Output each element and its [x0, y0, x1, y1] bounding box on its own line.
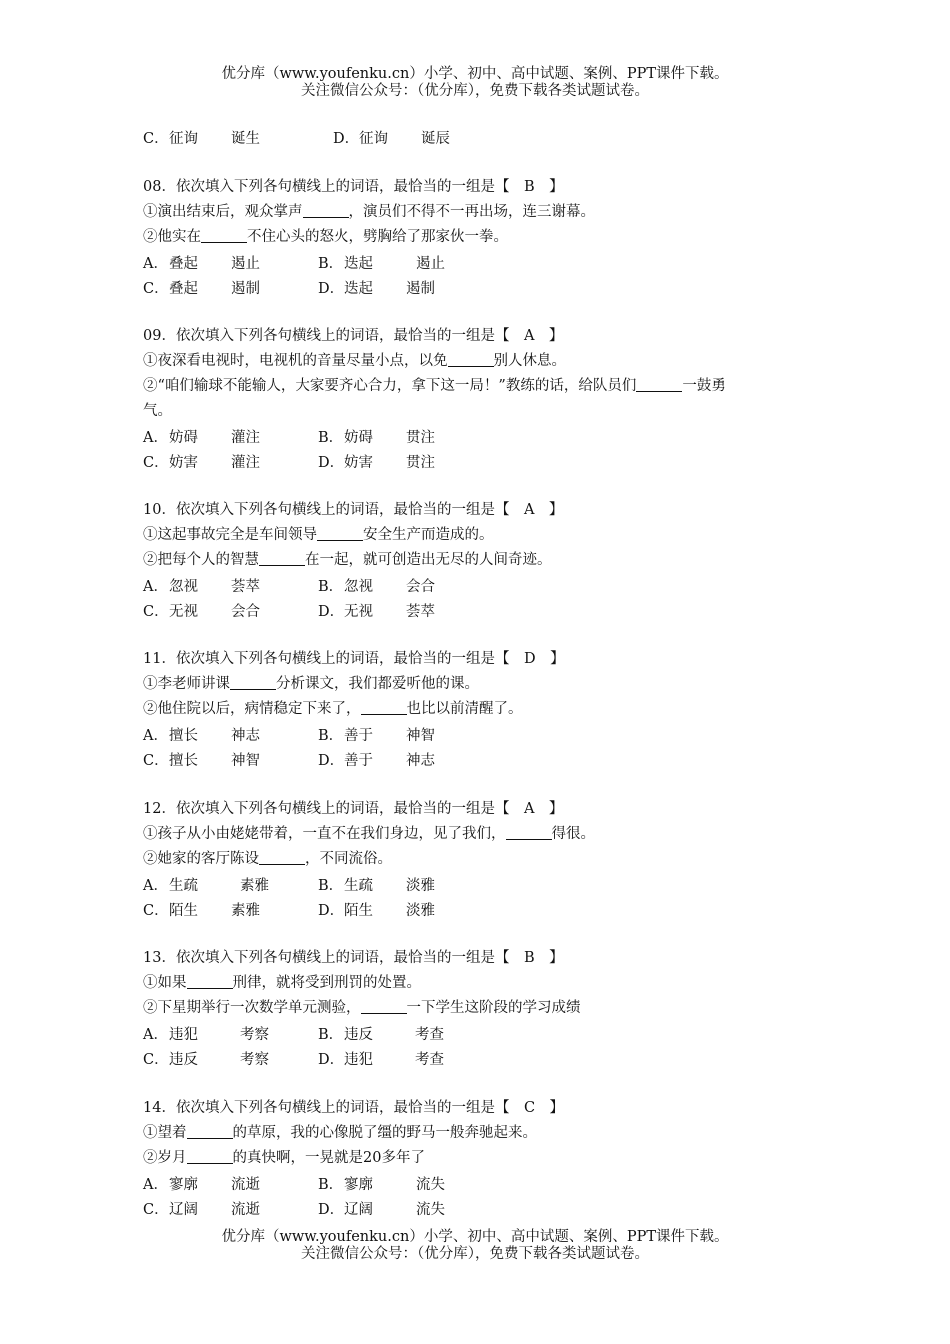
answer-blank [187, 1148, 233, 1164]
option-b: B． 寥廓 流失 [318, 1177, 445, 1193]
question-stem: 08．依次填入下列各句横线上的词语，最恰当的一组是【 B 】 [143, 179, 564, 195]
header-line-1: 优分库（www.youfenku.cn）小学、初中、高中试题、案例、PPT课件下载。 [221, 66, 729, 82]
option-c: C． 违反 考察 [143, 1052, 269, 1068]
option-a: A． 妨碍 灌注 [143, 430, 260, 446]
option-a: A． 生疏 素雅 [143, 878, 269, 894]
question-stem: 11．依次填入下列各句横线上的词语，最恰当的一组是【 D 】 [143, 651, 565, 667]
option-d: D． 迭起 遏制 [318, 281, 435, 297]
option-a: A． 擅长 神志 [143, 728, 260, 744]
sentence-2: ②她家的客厅陈设 ，不同流俗。 [143, 851, 392, 867]
option-b: B． 迭起 遏止 [318, 256, 445, 272]
sentence-2-continued: 气。 [143, 403, 172, 419]
option-a: A． 叠起 遏止 [143, 256, 260, 272]
answer-blank [361, 699, 407, 715]
page-header [0, 66, 950, 100]
page-footer [0, 1229, 950, 1263]
option-b: B． 善于 神智 [318, 728, 435, 744]
answer-blank [230, 674, 276, 690]
option-d: D． 辽阔 流失 [318, 1202, 445, 1218]
sentence-2: ②“咱们输球不能输人，大家要齐心合力，拿下这一局！”教练的话，给队员们 一鼓勇 [143, 378, 726, 394]
option-b: B． 生疏 淡雅 [318, 878, 435, 894]
answer-blank [448, 351, 494, 367]
option-d: D． 无视 荟萃 [318, 604, 435, 620]
answer-blank [303, 202, 349, 218]
sentence-2: ②岁月 的真快啊，一晃就是20多年了 [143, 1150, 425, 1166]
option-c: C． 妨害 灌注 [143, 455, 260, 471]
answer-blank [259, 849, 305, 865]
option-d: D． 征询 诞辰 [333, 131, 450, 147]
sentence-1: ①望着 的草原，我的心像脱了缰的野马一般奔驰起来。 [143, 1125, 537, 1141]
option-c: C． 叠起 遏制 [143, 281, 260, 297]
question-stem: 10．依次填入下列各句横线上的词语，最恰当的一组是【 A 】 [143, 502, 564, 518]
option-c: C． 征询 诞生 [143, 131, 260, 147]
option-a: A． 违犯 考察 [143, 1027, 269, 1043]
option-d: D． 陌生 淡雅 [318, 903, 435, 919]
answer-blank [506, 824, 552, 840]
question-stem: 14．依次填入下列各句横线上的词语，最恰当的一组是【 C 】 [143, 1100, 565, 1116]
option-a: A． 忽视 荟萃 [143, 579, 260, 595]
sentence-1: ①这起事故完全是车间领导 安全生产而造成的。 [143, 527, 494, 543]
header-line-2: 关注微信公众号：（优分库），免费下载各类试题试卷。 [301, 83, 649, 99]
answer-blank [187, 973, 233, 989]
sentence-1: ①演出结束后，观众掌声 ，演员们不得不一再出场，连三谢幕。 [143, 204, 595, 220]
option-b: B． 忽视 会合 [318, 579, 435, 595]
option-d: D． 妨害 贯注 [318, 455, 435, 471]
answer-blank [187, 1123, 233, 1139]
option-d: D． 善于 神志 [318, 753, 435, 769]
sentence-2: ②把每个人的智慧 在一起，就可创造出无尽的人间奇迹。 [143, 552, 552, 568]
question-stem: 12．依次填入下列各句横线上的词语，最恰当的一组是【 A 】 [143, 801, 564, 817]
option-c: C． 擅长 神智 [143, 753, 260, 769]
sentence-2: ②下星期举行一次数学单元测验， 一下学生这阶段的学习成绩 [143, 1000, 581, 1016]
option-a: A． 寥廓 流逝 [143, 1177, 260, 1193]
sentence-2: ②他住院以后，病情稳定下来了， 也比以前清醒了。 [143, 701, 523, 717]
sentence-2: ②他实在 不住心头的怒火，劈胸给了那家伙一拳。 [143, 229, 508, 245]
sentence-1: ①李老师讲课 分析课文，我们都爱听他的课。 [143, 676, 479, 692]
option-c: C． 辽阔 流逝 [143, 1202, 260, 1218]
answer-blank [259, 550, 305, 566]
sentence-1: ①孩子从小由姥姥带着，一直不在我们身边，见了我们， 得很。 [143, 826, 595, 842]
question-stem: 13．依次填入下列各句横线上的词语，最恰当的一组是【 B 】 [143, 950, 564, 966]
footer-line-2: 关注微信公众号：（优分库），免费下载各类试题试卷。 [301, 1246, 649, 1262]
option-c: C． 无视 会合 [143, 604, 260, 620]
sentence-1: ①夜深看电视时，电视机的音量尽量小点，以免 别人休息。 [143, 353, 566, 369]
footer-line-1: 优分库（www.youfenku.cn）小学、初中、高中试题、案例、PPT课件下载。 [221, 1229, 729, 1245]
option-b: B． 妨碍 贯注 [318, 430, 435, 446]
option-c: C． 陌生 素雅 [143, 903, 260, 919]
sentence-1: ①如果 刑律，就将受到刑罚的处置。 [143, 975, 421, 991]
answer-blank [201, 227, 247, 243]
option-b: B． 违反 考查 [318, 1027, 444, 1043]
question-stem: 09．依次填入下列各句横线上的词语，最恰当的一组是【 A 】 [143, 328, 564, 344]
answer-blank [317, 525, 363, 541]
option-d: D． 违犯 考查 [318, 1052, 444, 1068]
answer-blank [636, 376, 682, 392]
answer-blank [361, 998, 407, 1014]
